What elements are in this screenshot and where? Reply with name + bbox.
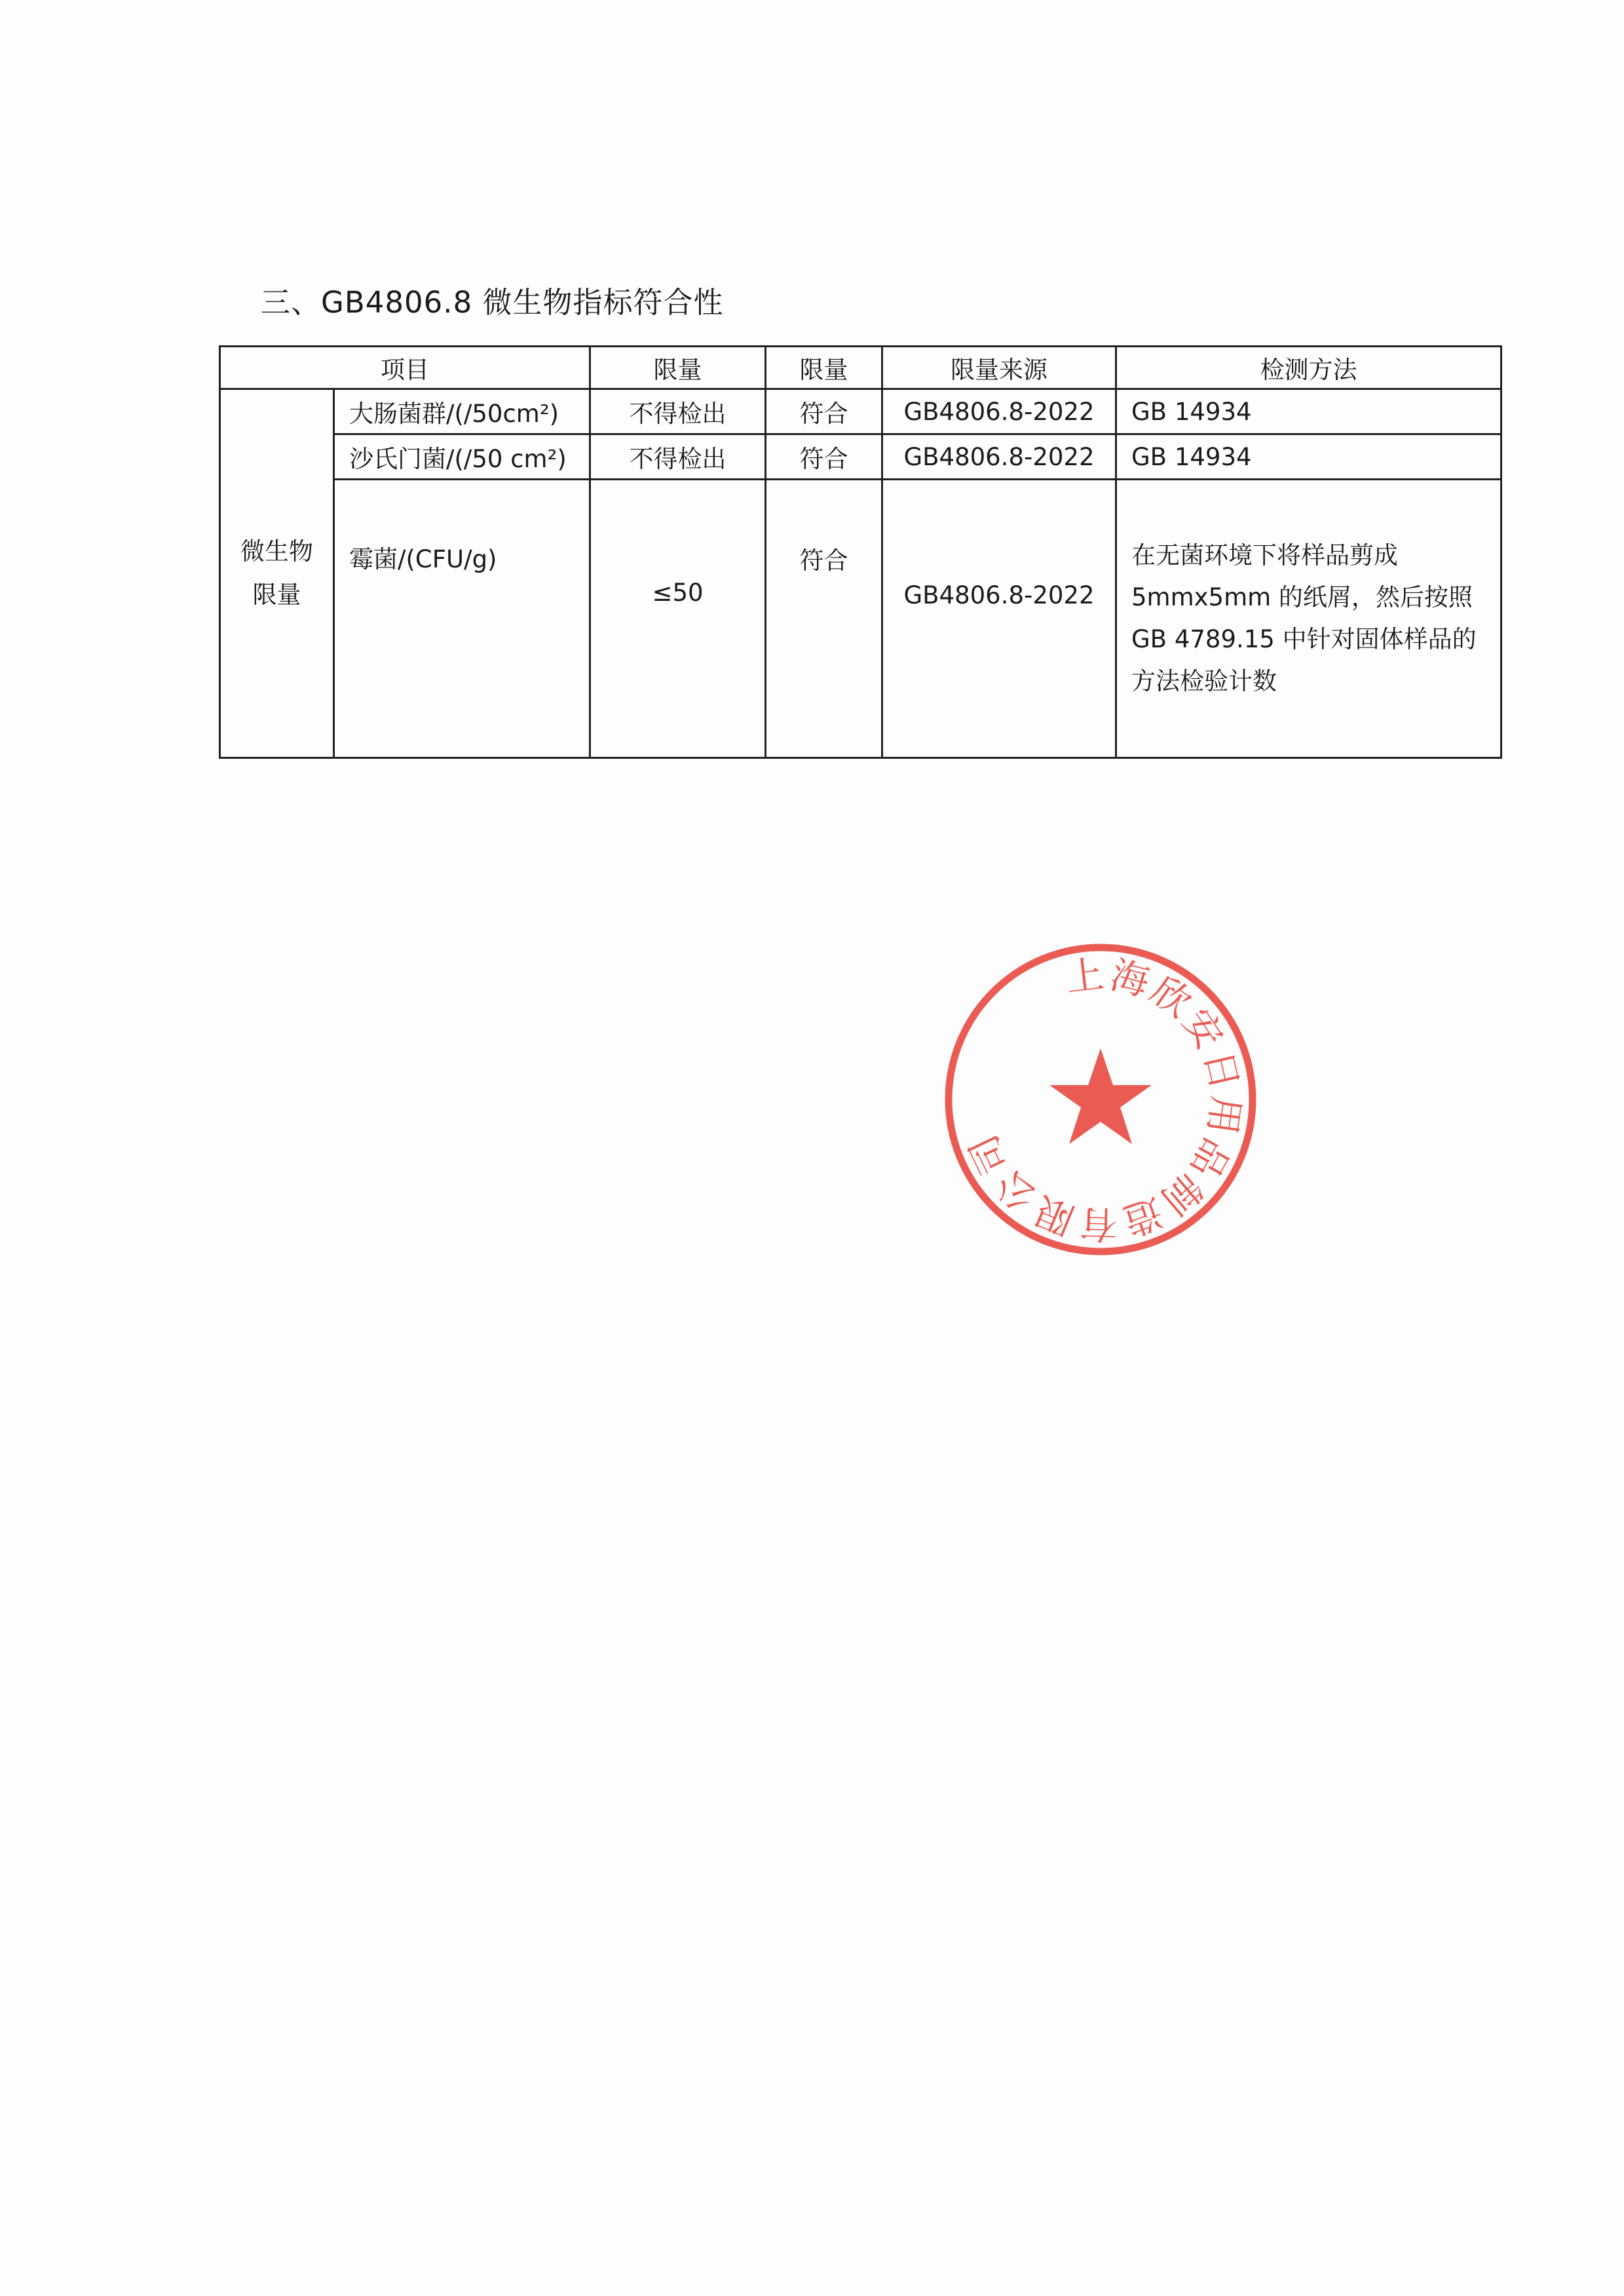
category-line-2: 限量	[252, 581, 301, 609]
seal-text-path: 上海欣安日用品制造有限公司	[959, 951, 1249, 1247]
row-source: GB4806.8-2022	[882, 389, 1116, 434]
table-header-row	[220, 347, 1501, 389]
header-method: 检测方法	[1116, 347, 1501, 389]
row-method: GB 14934	[1116, 434, 1501, 480]
row-result: 符合	[766, 389, 882, 434]
category-line-1: 微生物	[240, 537, 313, 565]
microbial-compliance-table	[219, 345, 1502, 759]
row-limit: 不得检出	[590, 389, 766, 434]
header-item: 项目	[220, 347, 590, 389]
row-limit: 不得检出	[590, 434, 766, 480]
method-line: 在无菌环境下将样品剪成	[1131, 541, 1398, 569]
header-limit: 限量	[590, 347, 766, 389]
row-result: 符合	[766, 480, 882, 758]
row-method	[1116, 480, 1501, 758]
method-line: 方法检验计数	[1131, 667, 1277, 695]
row-limit: ≤50	[590, 480, 766, 758]
seal-star-icon	[1049, 1048, 1152, 1144]
category-cell	[220, 389, 334, 758]
row-method: GB 14934	[1116, 389, 1501, 434]
company-seal	[939, 938, 1262, 1261]
table-row	[220, 434, 1501, 480]
row-name: 大肠菌群/(/50cm²)	[334, 389, 590, 434]
method-line: 5mmx5mm 的纸屑，然后按照	[1131, 583, 1473, 611]
table-row	[220, 480, 1501, 758]
row-result: 符合	[766, 434, 882, 480]
row-source: GB4806.8-2022	[882, 480, 1116, 758]
header-source: 限量来源	[882, 347, 1116, 389]
table-row	[220, 389, 1501, 434]
row-source: GB4806.8-2022	[882, 434, 1116, 480]
row-name: 霉菌/(CFU/g)	[334, 480, 590, 758]
header-result: 限量	[766, 347, 882, 389]
row-name: 沙氏门菌/(/50 cm²)	[334, 434, 590, 480]
method-line: GB 4789.15 中针对固体样品的	[1131, 625, 1477, 653]
section-title: 三、GB4806.8 微生物指标符合性	[261, 285, 724, 320]
